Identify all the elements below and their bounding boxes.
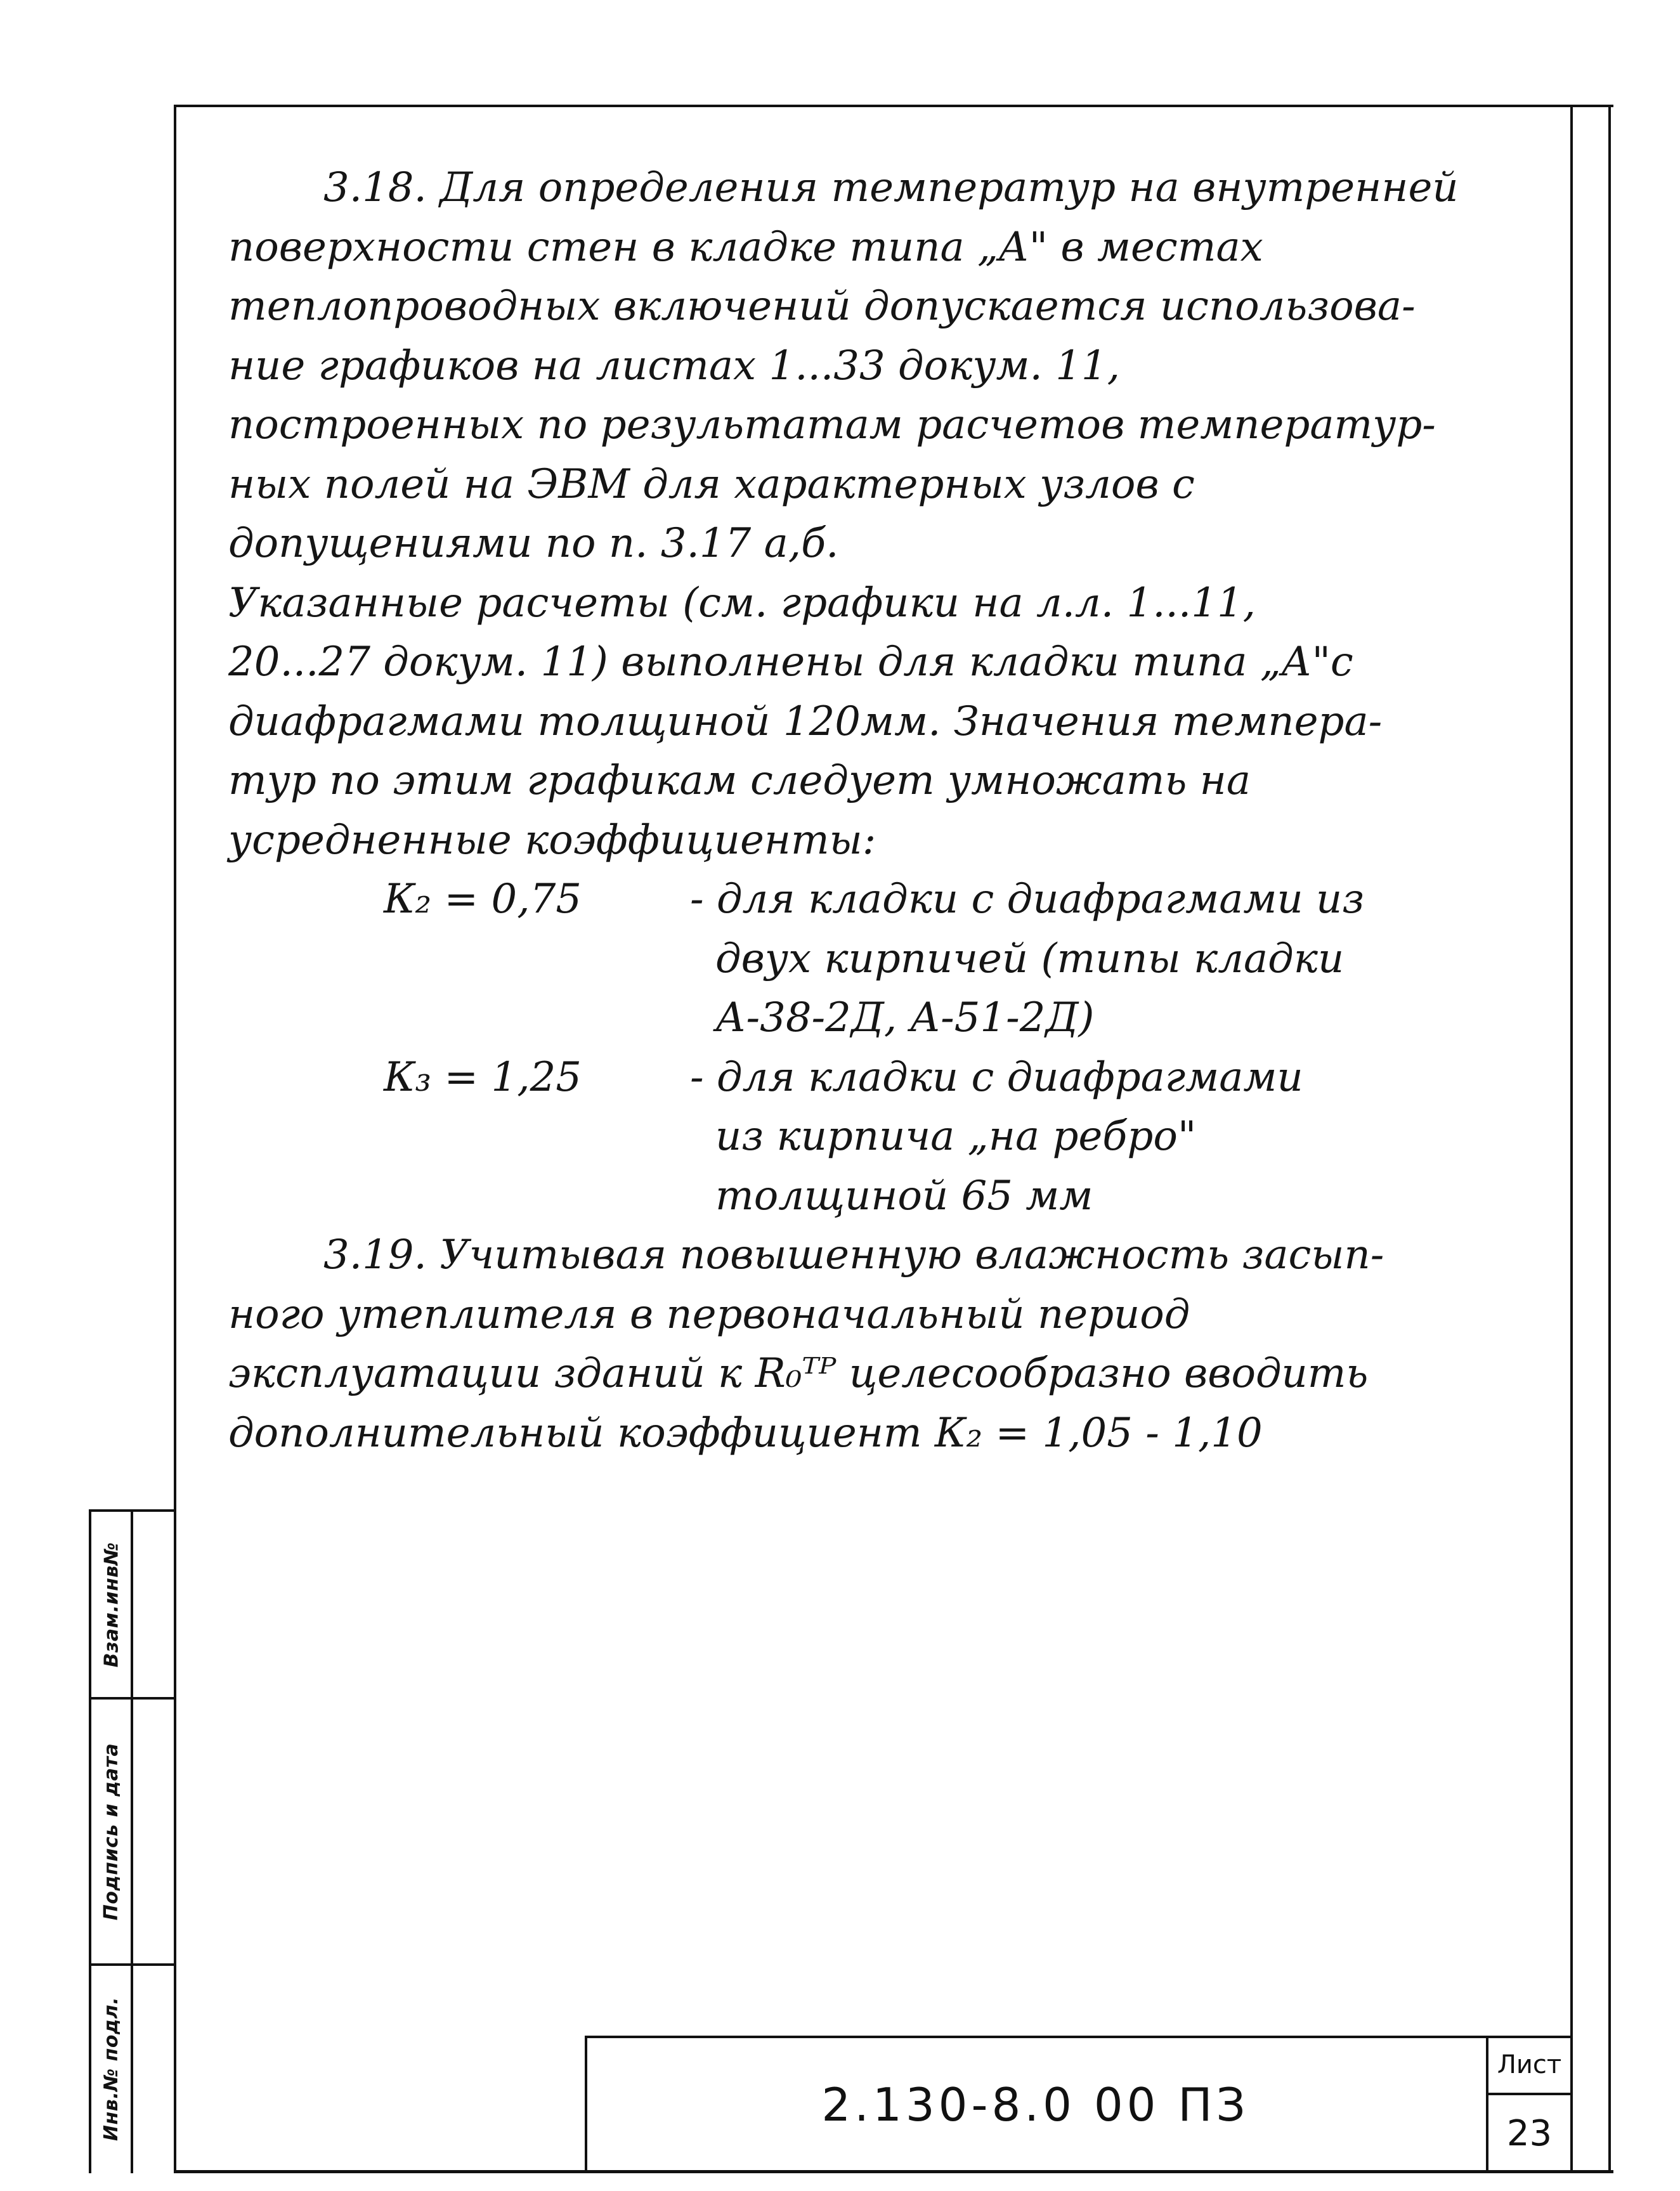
document-body [228,159,1547,1463]
body-line: ных полей на ЭВМ для характерных узлов с [228,460,1195,508]
coefficient-row [228,1167,1547,1226]
body-line: диафрагмами толщиной 120мм. Значения темпера- [228,698,1383,745]
body-line: ного утеплителя в первоначальный период [228,1291,1190,1338]
coefficient-value: К₂ = 0,75 [384,876,582,923]
coefficient-description: толщиной 65 мм [715,1172,1093,1219]
margin-label-signature-date: Подпись и дата [100,1743,123,1920]
coefficient-row [228,870,1547,930]
body-line: 3.19. Учитывая повышенную влажность засып- [323,1232,1384,1278]
margin-label-inv-no: Инв.№ подл. [100,1996,123,2142]
coefficient-description: - для кладки с диафрагмами [690,1053,1303,1101]
body-line: построенных по результатам расчетов температур- [228,401,1436,448]
right-border-rail [1570,105,1611,2173]
body-line: 20...27 докум. 11) выполнены для кладки типа „А"с [228,639,1353,686]
sheet-number: 23 [1506,2113,1553,2154]
coefficient-description: из кирпича „на ребро" [715,1113,1197,1160]
body-line: эксплуатации зданий к R₀ᵀᴾ целесообразно вводить [228,1350,1369,1397]
coefficient-description: А-38-2Д, А-51-2Д) [715,994,1095,1041]
body-line: 3.18. Для определения температур на внутренней [323,164,1459,211]
coefficient-row [228,989,1547,1048]
margin-cell-inv-no [90,1966,133,2172]
body-line: ние графиков на листах 1...33 докум. 11, [228,342,1120,389]
coefficient-description: - для кладки с диафрагмами из [690,876,1365,923]
body-line: усредненные коэффициенты: [228,816,876,864]
coefficient-row [228,1107,1547,1167]
body-line: поверхности стен в кладке типа „А" в местах [228,223,1263,271]
body-line: теплопроводных включений допускается использова- [228,283,1416,330]
body-line: тур по этим графикам следует умножать на [228,757,1251,804]
coefficient-row [228,930,1547,989]
document-designation: 2.130-8.0 00 ПЗ [821,2077,1249,2131]
coefficient-description: двух кирпичей (типы кладки [715,935,1345,982]
coefficient-row [228,1048,1547,1108]
coefficient-value: К₃ = 1,25 [384,1053,582,1101]
body-line: Указанные расчеты (см. графики на л.л. 1...11, [228,579,1256,627]
body-line: дополнительный коэффициент К₂ = 1,05 - 1,10 [228,1409,1263,1457]
sheet-label: Лист [1497,2050,1562,2079]
body-line: допущениями по п. 3.17 а,б. [228,520,839,567]
margin-cell-signature-date [90,1700,133,1963]
margin-cell-replaced-inv [90,1512,133,1697]
margin-label-replaced-inv: Взам.инв№ [100,1542,123,1667]
